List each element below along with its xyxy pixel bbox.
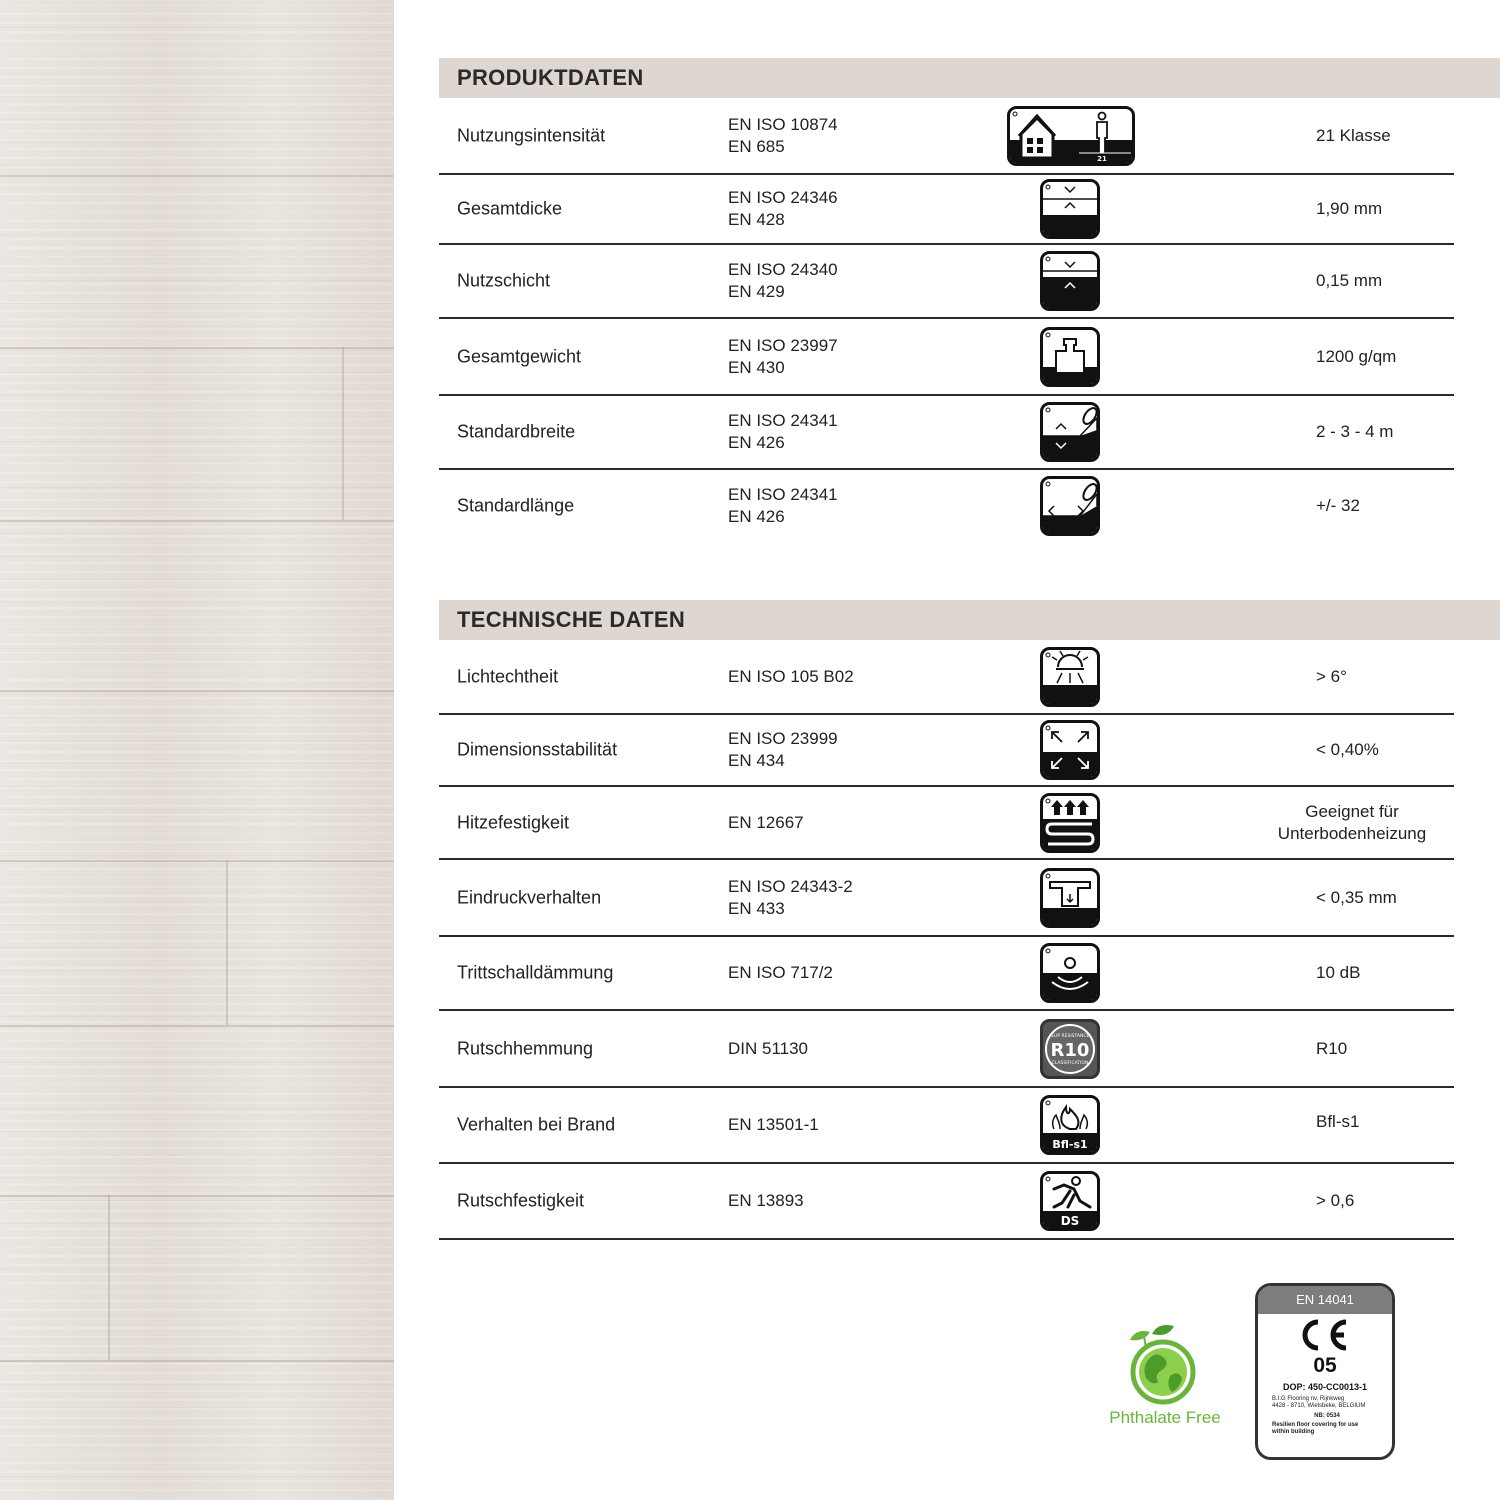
underfloor-heating-icon: [1040, 793, 1100, 853]
spec-row-nutzungsintensitaet: [439, 99, 1454, 175]
spec-norm: EN ISO 24346 EN 428: [728, 188, 838, 229]
fire-behaviour-icon: [1040, 1095, 1100, 1155]
svg-text:R10: R10: [1050, 1039, 1090, 1061]
svg-text:21: 21: [1097, 155, 1107, 163]
r10-slip-icon: [1040, 1019, 1100, 1079]
svg-text:Bfl-s1: Bfl-s1: [1052, 1138, 1088, 1151]
spec-row-standardbreite: [439, 396, 1454, 470]
spec-label: Nutzschicht: [457, 270, 551, 291]
spec-value: 10 dB: [1316, 963, 1361, 982]
spec-row-standardlaenge: [439, 470, 1454, 542]
sun-lightfastness-icon: [1040, 647, 1100, 707]
weight-icon: [1040, 327, 1100, 387]
spec-norm: EN ISO 717/2: [728, 963, 833, 982]
section-title: TECHNISCHE DATEN: [457, 607, 686, 632]
spec-norm: EN ISO 24341 EN 426: [728, 411, 838, 452]
ce-description: Resilien floor covering for use within building: [1272, 1422, 1359, 1435]
spec-norm: EN ISO 24340 EN 429: [728, 260, 838, 301]
spec-label: Nutzungsintensität: [457, 125, 606, 146]
spec-norm: EN 13893: [728, 1191, 804, 1210]
spec-value: > 0,6: [1316, 1191, 1355, 1210]
spec-value: 2 - 3 - 4 m: [1316, 422, 1394, 441]
spec-value: 21 Klasse: [1316, 126, 1391, 145]
spec-label: Eindruckverhalten: [457, 887, 602, 907]
spec-row-gesamtgewicht: [439, 319, 1454, 396]
spec-label: Dimensionsstabilität: [457, 739, 618, 760]
spec-value: 1,90 mm: [1316, 199, 1383, 218]
spec-row-trittschalldaemmung: [439, 937, 1454, 1011]
spec-label: Hitzefestigkeit: [457, 812, 570, 832]
ce-certification-card: [1255, 1283, 1395, 1460]
spec-value: Geeignet für Unterbodenheizung: [1277, 801, 1427, 843]
spec-norm: EN 12667: [728, 812, 804, 832]
spec-row-rutschhemmung: [439, 1011, 1454, 1088]
spec-row-rutschfestigkeit: [439, 1164, 1454, 1240]
spec-label: Gesamtgewicht: [457, 346, 582, 366]
phthalate-free-label: Phthalate Free: [1109, 1408, 1221, 1427]
spec-row-lichtechtheit: [439, 641, 1454, 715]
spec-label: Lichtechtheit: [457, 666, 559, 687]
spec-value: < 0,35 mm: [1316, 887, 1397, 907]
spec-label: Verhalten bei Brand: [457, 1114, 616, 1135]
spec-row-gesamtdicke: [439, 175, 1454, 245]
spec-norm: EN ISO 24341 EN 426: [728, 485, 838, 526]
section-header-produktdaten: [439, 58, 1500, 98]
spec-label: Rutschfestigkeit: [457, 1190, 585, 1211]
svg-text:SLIP RESISTANCE: SLIP RESISTANCE: [1050, 1033, 1090, 1039]
spec-label: Trittschalldämmung: [457, 962, 614, 983]
impact-sound-icon: [1040, 943, 1100, 1003]
spec-value: R10: [1316, 1038, 1348, 1058]
spec-label: Rutschhemmung: [457, 1038, 594, 1058]
section-header-technische-daten: [439, 600, 1500, 640]
section-title: PRODUKTDATEN: [457, 65, 644, 90]
ce-number: 05: [1313, 1354, 1337, 1377]
spec-row-eindruckverhalten: [439, 860, 1454, 937]
spec-value: Bfl-s1: [1316, 1112, 1360, 1131]
spec-label: Standardlänge: [457, 495, 575, 516]
spec-value: 1200 g/qm: [1316, 346, 1397, 366]
roll-width-icon: [1040, 402, 1100, 462]
spec-norm: DIN 51130: [728, 1038, 809, 1058]
spec-row-dimensionsstabilitaet: [439, 715, 1454, 787]
spec-norm: EN 13501-1: [728, 1115, 819, 1134]
wood-floor-sample: [0, 0, 394, 1500]
spec-row-hitzefestigkeit: [439, 787, 1454, 860]
spec-value: < 0,40%: [1316, 740, 1379, 759]
wear-layer-icon: [1040, 251, 1100, 311]
spec-label: Gesamtdicke: [457, 198, 563, 219]
spec-row-nutzschicht: [439, 245, 1454, 319]
dimension-arrows-icon: [1040, 720, 1100, 780]
ce-dop: DOP: 450-CC0013-1: [1282, 1382, 1368, 1392]
spec-value: 0,15 mm: [1316, 271, 1383, 290]
spec-value: +/- 32: [1316, 496, 1360, 515]
spec-row-verhalten-bei-brand: [439, 1088, 1454, 1164]
spec-norm: EN ISO 105 B02: [728, 667, 854, 686]
spec-norm: EN ISO 23997 EN 430: [728, 335, 838, 377]
ce-mark-icon: [1294, 1318, 1354, 1352]
total-thickness-icon: [1040, 179, 1100, 239]
spec-norm: EN ISO 10874 EN 685: [728, 115, 838, 156]
spec-norm: EN ISO 23999 EN 434: [728, 729, 838, 770]
slip-person-icon: [1040, 1171, 1100, 1231]
ce-header: EN 14041: [1258, 1286, 1392, 1314]
house-person-class-icon: [1007, 106, 1135, 166]
ce-address: B.I.G Flooring nv, Rijnkweg 4428 - 8710, Wielsbeke, BELGIUM: [1272, 1396, 1366, 1409]
spec-label: Standardbreite: [457, 421, 576, 442]
ce-nb: NB: 0534: [1314, 1413, 1340, 1419]
spec-value: > 6°: [1316, 667, 1347, 686]
spec-norm: EN ISO 24343-2 EN 433: [728, 876, 853, 918]
svg-text:CLASSIFICATION: CLASSIFICATION: [1051, 1060, 1089, 1066]
roll-length-icon: [1040, 476, 1100, 536]
svg-text:DS: DS: [1060, 1214, 1080, 1228]
indentation-icon: [1040, 868, 1100, 928]
